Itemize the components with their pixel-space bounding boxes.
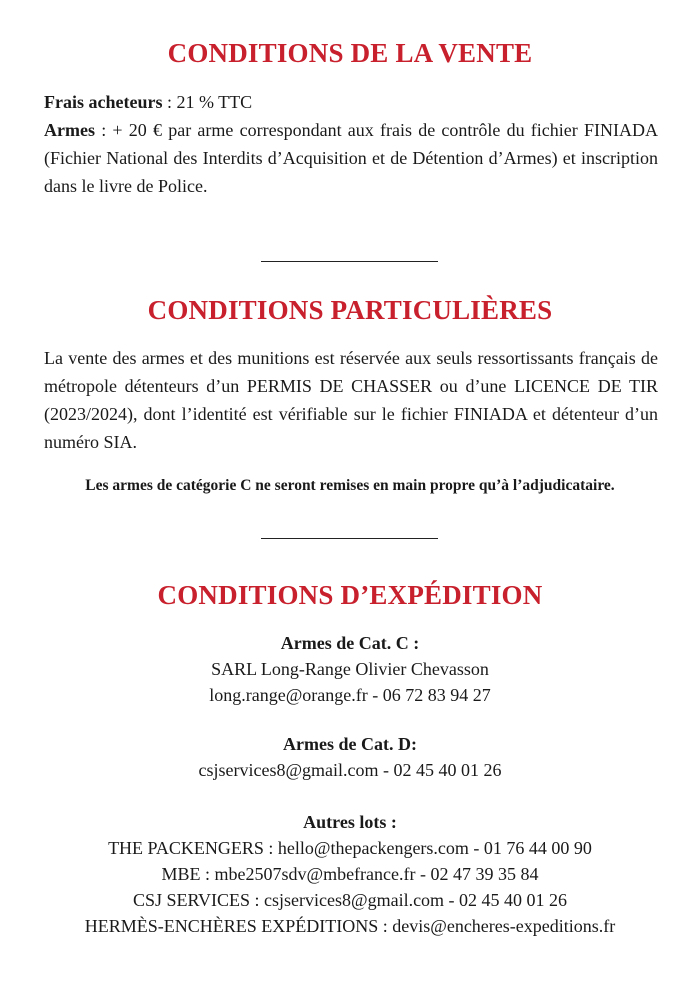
cat-c-line: long.range@orange.fr - 06 72 83 94 27	[209, 685, 491, 705]
autres-line: MBE : mbe2507sdv@mbefrance.fr - 02 47 39 35 84	[161, 864, 539, 884]
armes-label: Armes	[44, 120, 95, 140]
autres-line: HERMÈS-ENCHÈRES EXPÉDITIONS : devis@encheres-expeditions.fr	[84, 916, 616, 936]
autres-title: Autres lots :	[303, 812, 397, 832]
divider-1	[261, 261, 438, 262]
frais-line	[44, 88, 658, 116]
frais-value: : 21 % TTC	[162, 92, 253, 112]
expedition-heading: CONDITIONS D’EXPÉDITION	[157, 580, 543, 610]
autres-line: CSJ SERVICES : csjservices8@gmail.com - 02 45 40 01 26	[132, 890, 568, 910]
categorie-c-note: Les armes de catégorie C ne seront remises en main propre qu’à l’adjudicataire.	[85, 477, 615, 494]
divider-2	[261, 538, 438, 539]
cat-d-block	[0, 731, 700, 783]
cat-c-block	[0, 630, 700, 708]
armes-value: : + 20 € par arme correspondant aux frais de contrôle du fichier FINIADA (Fichier National des Interdits d’Acquisition et de Détention d’Armes) et inscription dans le livre de Police.	[44, 120, 658, 196]
frais-label: Frais acheteurs	[44, 92, 163, 112]
cat-d-line: csjservices8@gmail.com - 02 45 40 01 26	[198, 760, 502, 780]
vente-body	[44, 88, 658, 200]
vente-heading: CONDITIONS DE LA VENTE	[167, 38, 533, 68]
cat-c-line: SARL Long-Range Olivier Chevasson	[211, 659, 489, 679]
cat-d-title: Armes de Cat. D:	[283, 734, 417, 754]
autres-line: THE PACKENGERS : hello@thepackengers.com - 01 76 44 00 90	[108, 838, 592, 858]
armes-line	[44, 116, 658, 200]
autres-block	[0, 809, 700, 939]
particulieres-heading: CONDITIONS PARTICULIÈRES	[147, 295, 553, 325]
cat-c-title: Armes de Cat. C :	[280, 633, 420, 653]
particulieres-paragraph: La vente des armes et des munitions est réservée aux seuls ressortissants français de métropole détenteurs d’un PERMIS DE CHASSER ou d’une LICENCE DE TIR (2023/2024), dont l’identité est vérifiable sur le fichier FINIADA et détenteur d’un numéro SIA.	[44, 348, 658, 452]
